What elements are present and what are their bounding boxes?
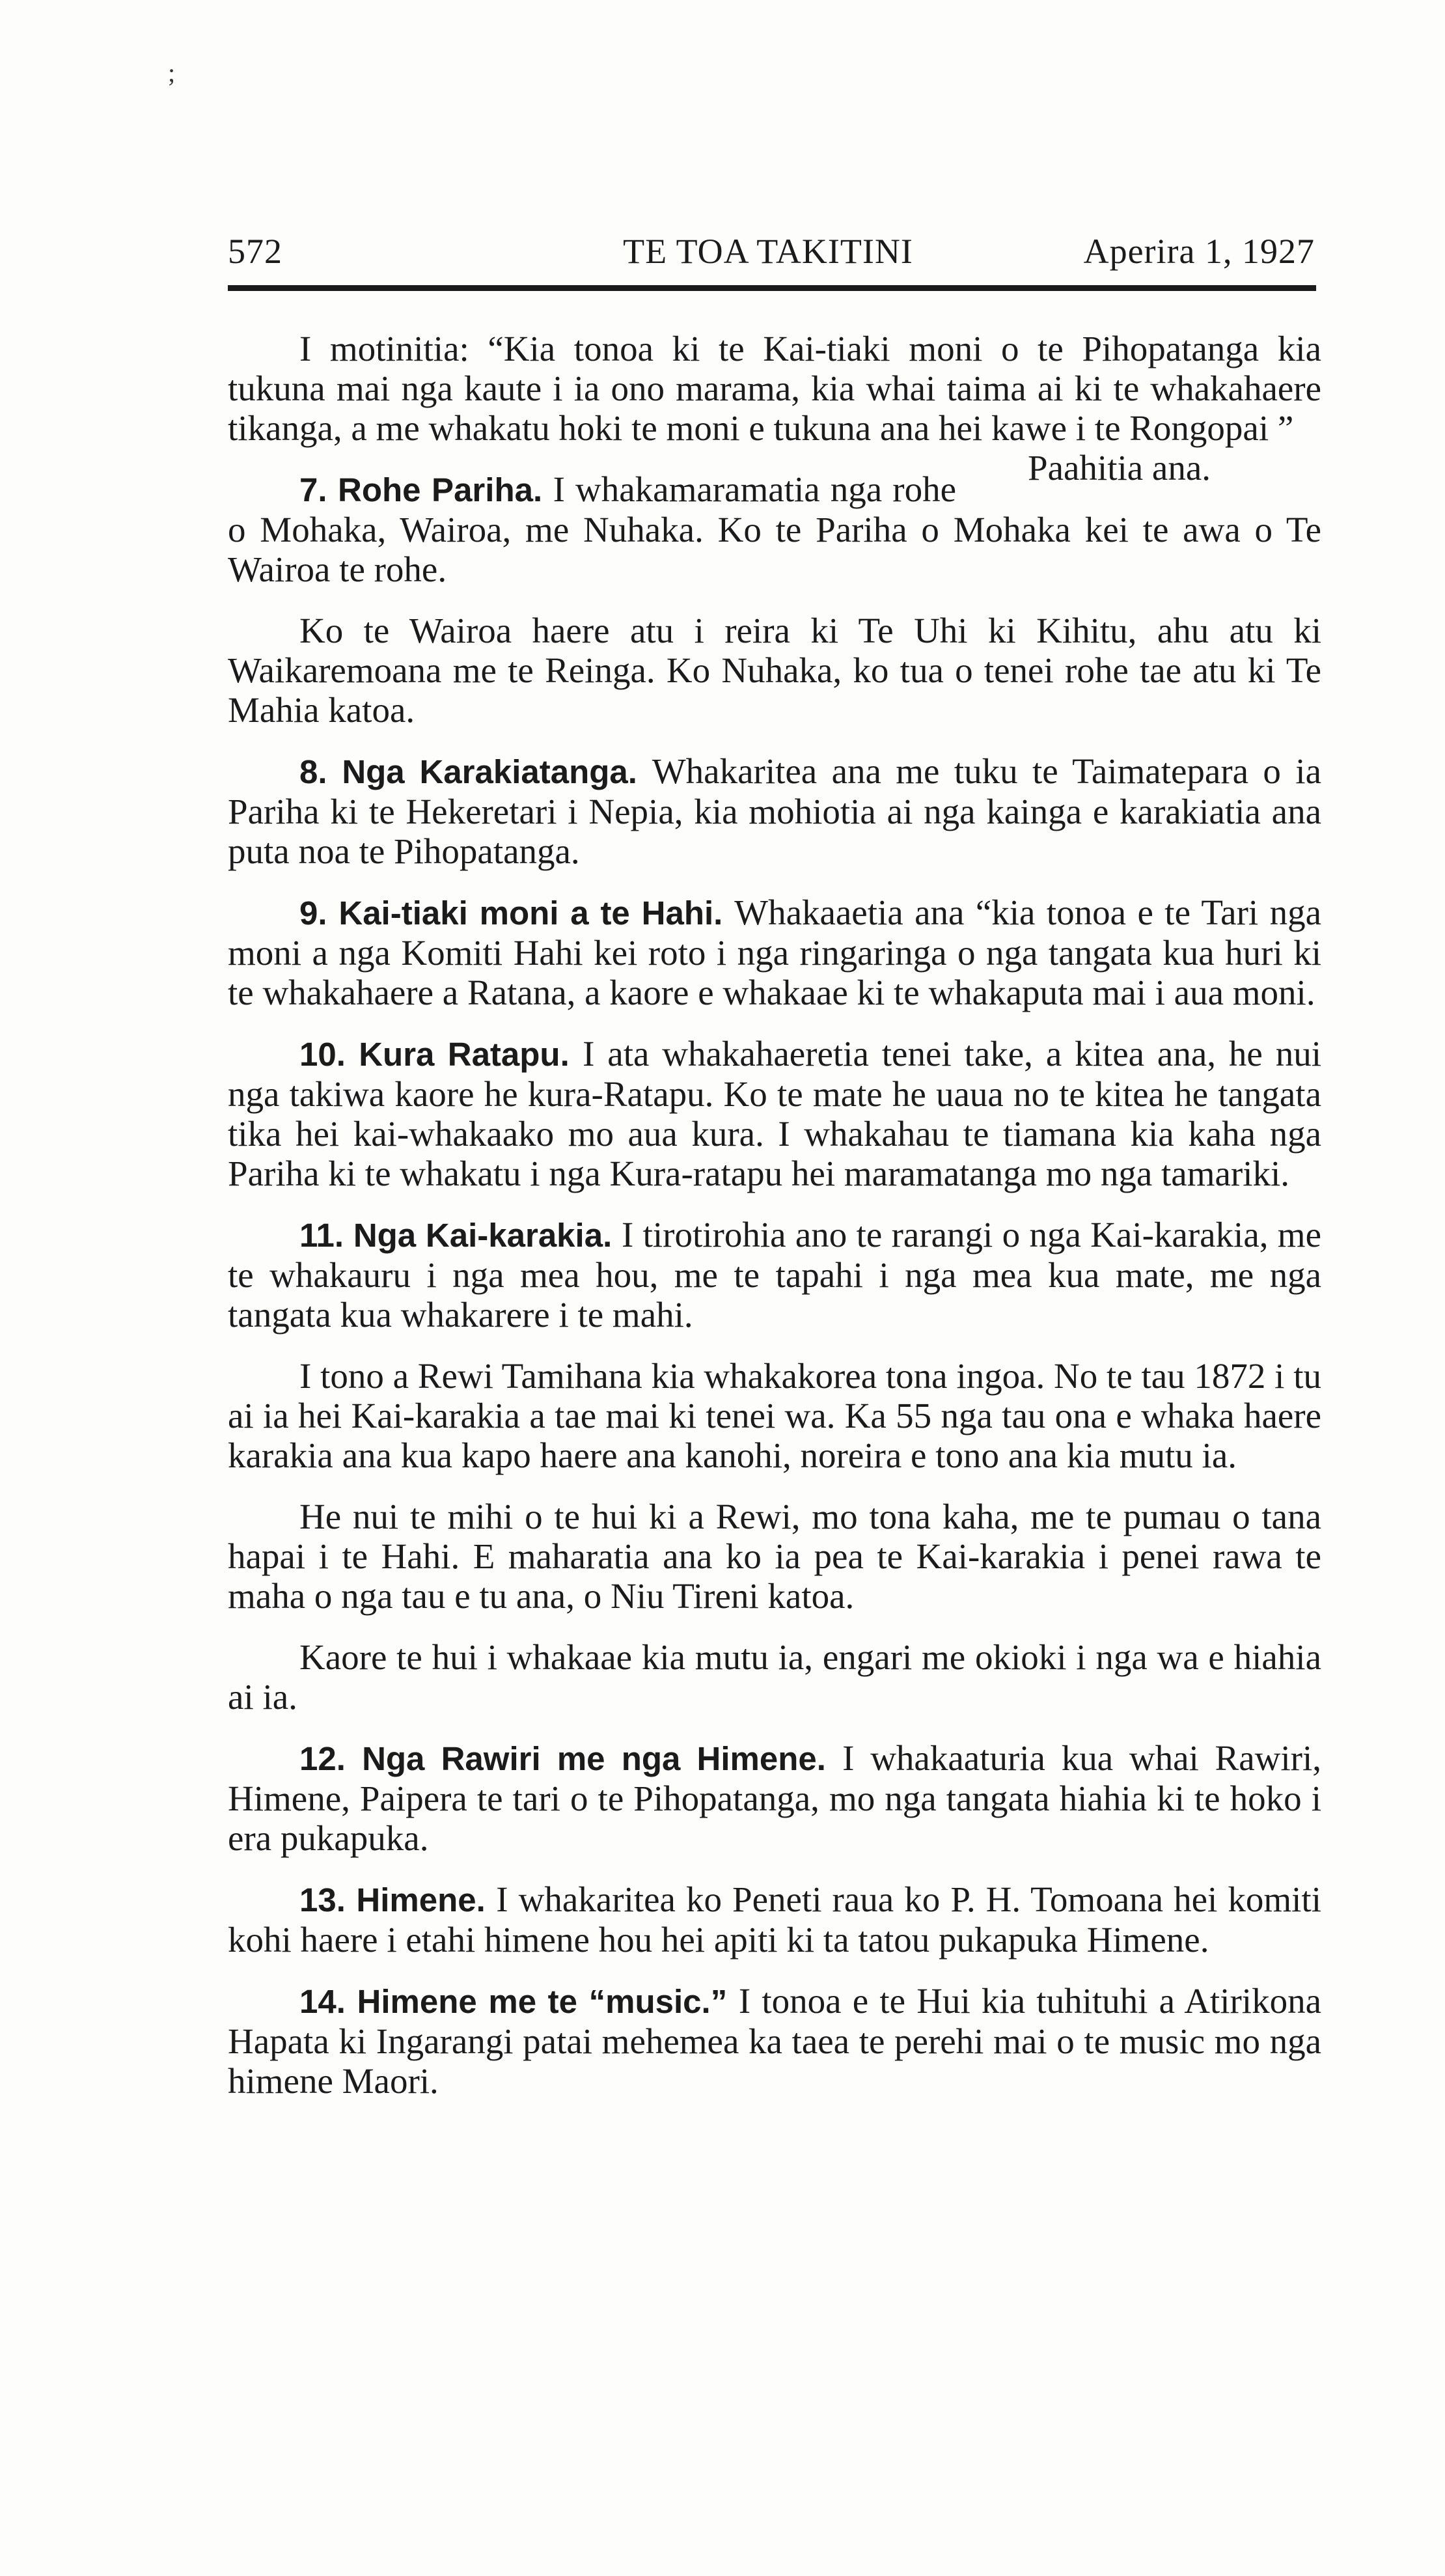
section-paragraph bbox=[228, 751, 1321, 871]
section-paragraph bbox=[228, 1215, 1321, 1335]
section-heading: 11. Nga Kai-karakia. bbox=[299, 1217, 622, 1254]
print-speck: ; bbox=[168, 58, 176, 87]
paragraph bbox=[228, 1497, 1321, 1616]
motion-paragraph bbox=[228, 329, 1321, 488]
header-rule bbox=[228, 285, 1316, 291]
section-heading: 14. Himene me te “music.” bbox=[299, 1983, 739, 2020]
section-paragraph bbox=[228, 1738, 1321, 1858]
paragraph-text: I whakamaramatia nga rohe o Mohaka, Wairoa, me Nuhaka. Ko te Pariha o Mohaka kei te awa o Te Wairoa te rohe. bbox=[228, 469, 1321, 589]
paragraph-text: I tono a Rewi Tamihana kia whakakorea tona ingoa. No te tau 1872 i tu ai ia hei Kai-karakia a tae mai ki tenei wa. Ka 55 nga tau ona e whaka haere karakia ana kua kapo haere ana kanohi, noreira e tono ana kia mutu ia. bbox=[228, 1356, 1321, 1475]
section-heading: 10. Kura Ratapu. bbox=[299, 1036, 583, 1073]
paragraph-text: Ko te Wairoa haere atu i reira ki Te Uhi ki Kihitu, ahu atu ki Waikaremoana me te Reinga. Ko Nuhaka, ko tua o tenei rohe tae atu ki Te Mahia katoa. bbox=[228, 611, 1321, 730]
section-heading: 7. Rohe Pariha. bbox=[299, 471, 553, 508]
paragraph-text: I tirotirohia ano te rarangi o nga Kai-karakia, me te whakauru i nga mea hou, me te tapahi i nga mea kua mate, me nga tangata kua whakarere i te mahi. bbox=[228, 1215, 1321, 1335]
paragraph-text: Kaore te hui i whakaae kia mutu ia, engari me okioki i nga wa e hiahia ai ia. bbox=[228, 1637, 1321, 1717]
paragraph-text: He nui te mihi o te hui ki a Rewi, mo tona kaha, me te pumau o tana hapai i te Hahi. E maharatia ana ko ia pea te Kai-karakia i penei rawa te maha o nga tau e tu ana, o Niu Tireni katoa. bbox=[228, 1497, 1321, 1616]
section-paragraph bbox=[228, 1034, 1321, 1193]
section-paragraph bbox=[228, 893, 1321, 1012]
paragraph-text: I whakaritea ko Peneti raua ko P. H. Tomoana hei komiti kohi haere i etahi himene hou hei apiti ki ta tatou pukapuka Himene. bbox=[228, 1879, 1321, 1960]
article-body bbox=[228, 329, 1321, 2122]
paragraph-text: I motinitia: “Kia tonoa ki te Kai-tiaki moni o te Pihopatanga kia tukuna mai nga kaute i ia ono marama, kia whai taima ai ki te whakahaere tikanga, a me whakatu hoki te moni e tukuna ana hei kawe i te Rongopai ” bbox=[228, 329, 1321, 448]
paragraph bbox=[228, 1356, 1321, 1475]
section-heading: 8. Nga Karakiatanga. bbox=[299, 753, 652, 790]
section-paragraph bbox=[228, 1879, 1321, 1960]
paragraph-text: I ata whakahaeretia tenei take, a kitea ana, he nui nga takiwa kaore he kura-Ratapu. Ko te mate he uaua no te kitea he tangata tika hei kai-whakaako mo aua kura. I whakahau te tiamana kia kaha nga Pariha ki te whakatu i nga Kura-ratapu hei maramatanga mo nga tamariki. bbox=[228, 1034, 1321, 1193]
paragraph bbox=[228, 611, 1321, 730]
section-heading: 9. Kai-tiaki moni a te Hahi. bbox=[299, 894, 735, 932]
paragraph bbox=[228, 1637, 1321, 1717]
page-number: 572 bbox=[228, 232, 282, 271]
paragraph-text: Whakaaetia ana “kia tonoa e te Tari nga moni a nga Komiti Hahi kei roto i nga ringaringa o nga tangata kua huri ki te whakahaere a Ratana, a kaore e whakaae ki te whakaputa mai i aua moni. bbox=[228, 893, 1321, 1012]
section-heading: 12. Nga Rawiri me nga Himene. bbox=[299, 1740, 843, 1777]
paragraph-text: I tonoa e te Hui kia tuhituhi a Atirikona Hapata ki Ingarangi patai mehemea ka taea te perehi mai o te music mo nga himene Maori. bbox=[228, 1981, 1321, 2101]
running-header bbox=[228, 231, 1315, 270]
paragraph-text: I whakaaturia kua whai Rawiri, Himene, Paipera te tari o te Pihopatanga, mo nga tangata hiahia ki te hoko i era pukapuka. bbox=[228, 1738, 1321, 1858]
motion-result: Paahitia ana. bbox=[1028, 448, 1211, 488]
paragraph-text: Whakaritea ana me tuku te Taimatepara o ia Pariha ki te Hekeretari i Nepia, kia mohiotia ai nga kainga e karakiatia ana puta noa te Pihopatanga. bbox=[228, 751, 1321, 871]
section-heading: 13. Himene. bbox=[299, 1881, 497, 1918]
section-paragraph bbox=[228, 1981, 1321, 2101]
publication-title: TE TOA TAKITINI bbox=[623, 232, 913, 271]
issue-date: Aperira 1, 1927 bbox=[1083, 232, 1315, 271]
